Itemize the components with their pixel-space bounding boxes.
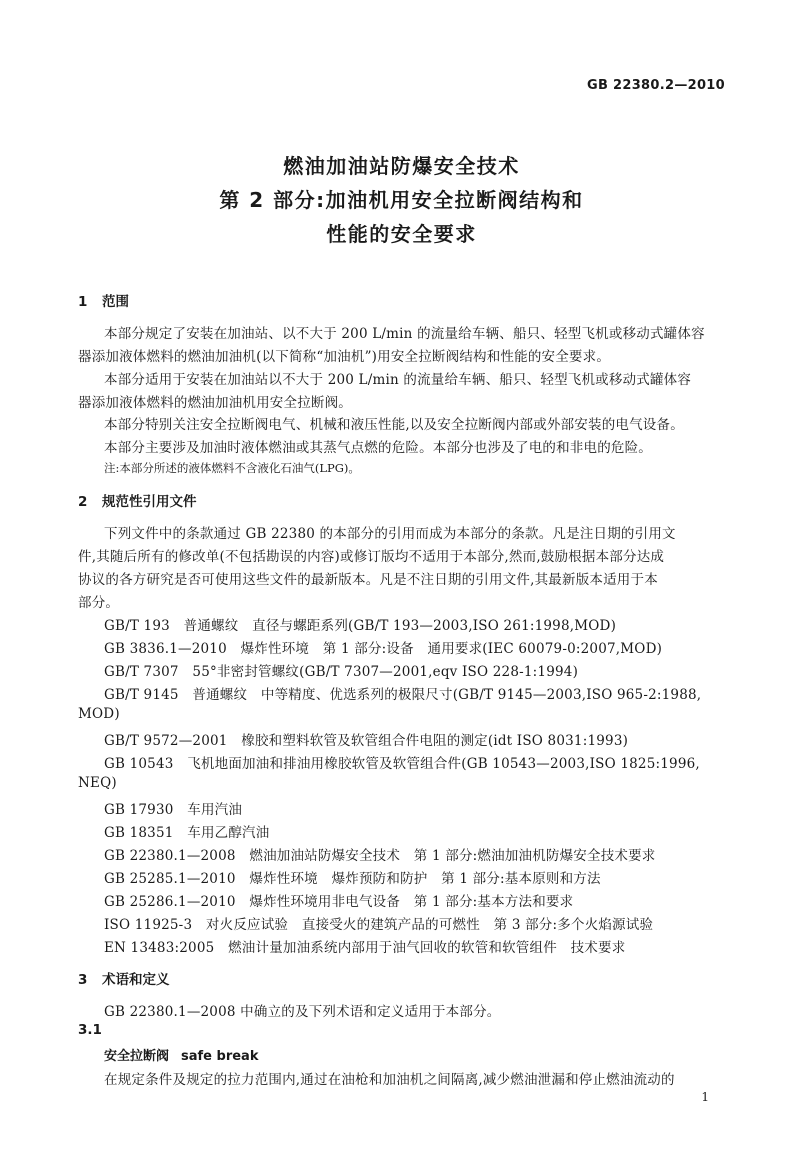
reference-item: GB/T 9572—2001 橡胶和塑料软管及软管组合件电阻的测定(idt ISO 8031:1993) (104, 733, 629, 749)
reference-item: ISO 11925-3 对火反应试验 直接受火的建筑产品的可燃性 第 3 部分:多个火焰源试验 (104, 917, 654, 933)
section-1-paragraph-4: 本部分主要涉及加油时液体燃油或其蒸气点燃的危险。本部分也涉及了电的和非电的危险。 (104, 440, 652, 456)
section-1-heading (78, 290, 129, 310)
term-english: safe break (181, 1049, 259, 1064)
reference-item-continuation: NEQ) (78, 775, 117, 791)
reference-item: GB 17930 车用汽油 (104, 802, 243, 818)
reference-item: GB 25285.1—2010 爆炸性环境 爆炸预防和防护 第 1 部分:基本原则和方法 (104, 871, 601, 887)
section-1-paragraph-1b: 器添加液体燃料的燃油加油机(以下简称“加油机”)用安全拉断阀结构和性能的安全要求。 (78, 349, 611, 365)
section-1-paragraph-3: 本部分特别关注安全拉断阀电气、机械和液压性能,以及安全拉断阀内部或外部安装的电气设备。 (104, 417, 684, 433)
section-title: 范围 (102, 294, 129, 310)
reference-item: GB 25286.1—2010 爆炸性环境用非电气设备 第 1 部分:基本方法和要求 (104, 894, 574, 910)
reference-item: GB 18351 车用乙醇汽油 (104, 825, 270, 841)
section-2-intro-2: 件,其随后所有的修改单(不包括勘误的内容)或修订版均不适用于本部分,然而,鼓励根据本部分达成 (78, 549, 665, 565)
term-chinese: 安全拉断阀 (104, 1049, 170, 1064)
section-number: 3 (78, 972, 88, 988)
section-1-paragraph-2a: 本部分适用于安装在加油站以不大于 200 L/min 的流量给车辆、船只、轻型飞机或移动式罐体容 (104, 372, 692, 388)
section-2-intro-4: 部分。 (78, 595, 120, 611)
document-title-line-3: 性能的安全要求 (326, 222, 477, 246)
reference-item: GB/T 9145 普通螺纹 中等精度、优选系列的极限尺寸(GB/T 9145—2003,ISO 965-2:1988, (104, 687, 702, 703)
section-2-intro-3: 协议的各方研究是否可使用这些文件的最新版本。凡是不注日期的引用文件,其最新版本适用于本 (78, 572, 658, 588)
section-number: 1 (78, 294, 88, 310)
reference-item-continuation: MOD) (78, 706, 120, 722)
document-title-line-2: 第 2 部分:加油机用安全拉断阀结构和 (219, 188, 584, 212)
standard-number: GB 22380.2—2010 (587, 78, 725, 93)
section-title: 规范性引用文件 (102, 494, 197, 510)
reference-item: GB 22380.1—2008 燃油加油站防爆安全技术 第 1 部分:燃油加油机防爆安全技术要求 (104, 848, 656, 864)
section-title: 术语和定义 (102, 972, 170, 988)
section-2-heading (78, 490, 197, 510)
section-3-heading (78, 968, 170, 988)
section-1-paragraph-2b: 器添加液体燃料的燃油加油机用安全拉断阀。 (78, 395, 352, 411)
section-3-intro: GB 22380.1—2008 中确立的及下列术语和定义适用于本部分。 (104, 1004, 501, 1020)
reference-item: GB 3836.1—2010 爆炸性环境 第 1 部分:设备 通用要求(IEC 60079-0:2007,MOD) (104, 641, 663, 657)
section-1-note: 注:本部分所述的液体燃料不含液化石油气(LPG)。 (104, 461, 360, 475)
document-title-line-1: 燃油加油站防爆安全技术 (283, 154, 520, 178)
reference-item: GB/T 7307 55°非密封管螺纹(GB/T 7307—2001,eqv ISO 228-1:1994) (104, 664, 579, 680)
reference-item: GB 10543 飞机地面加油和排油用橡胶软管及软管组合件(GB 10543—2003,ISO 1825:1996, (104, 756, 700, 772)
term-definition: 在规定条件及规定的拉力范围内,通过在油枪和加油机之间隔离,减少燃油泄漏和停止燃油流动的 (104, 1072, 675, 1088)
term-number: 3.1 (78, 1022, 102, 1038)
reference-item: EN 13483:2005 燃油计量加油系统内部用于油气回收的软管和软管组件 技术要求 (104, 940, 626, 956)
section-number: 2 (78, 494, 88, 510)
reference-item: GB/T 193 普通螺纹 直径与螺距系列(GB/T 193—2003,ISO 261:1998,MOD) (104, 618, 617, 634)
section-2-intro-1: 下列文件中的条款通过 GB 22380 的本部分的引用而成为本部分的条款。凡是注日期的引用文 (104, 526, 676, 542)
section-1-paragraph-1a: 本部分规定了安装在加油站、以不大于 200 L/min 的流量给车辆、船只、轻型飞机或移动式罐体容 (104, 326, 705, 342)
term-heading (104, 1045, 258, 1064)
page-number: 1 (701, 1090, 709, 1104)
